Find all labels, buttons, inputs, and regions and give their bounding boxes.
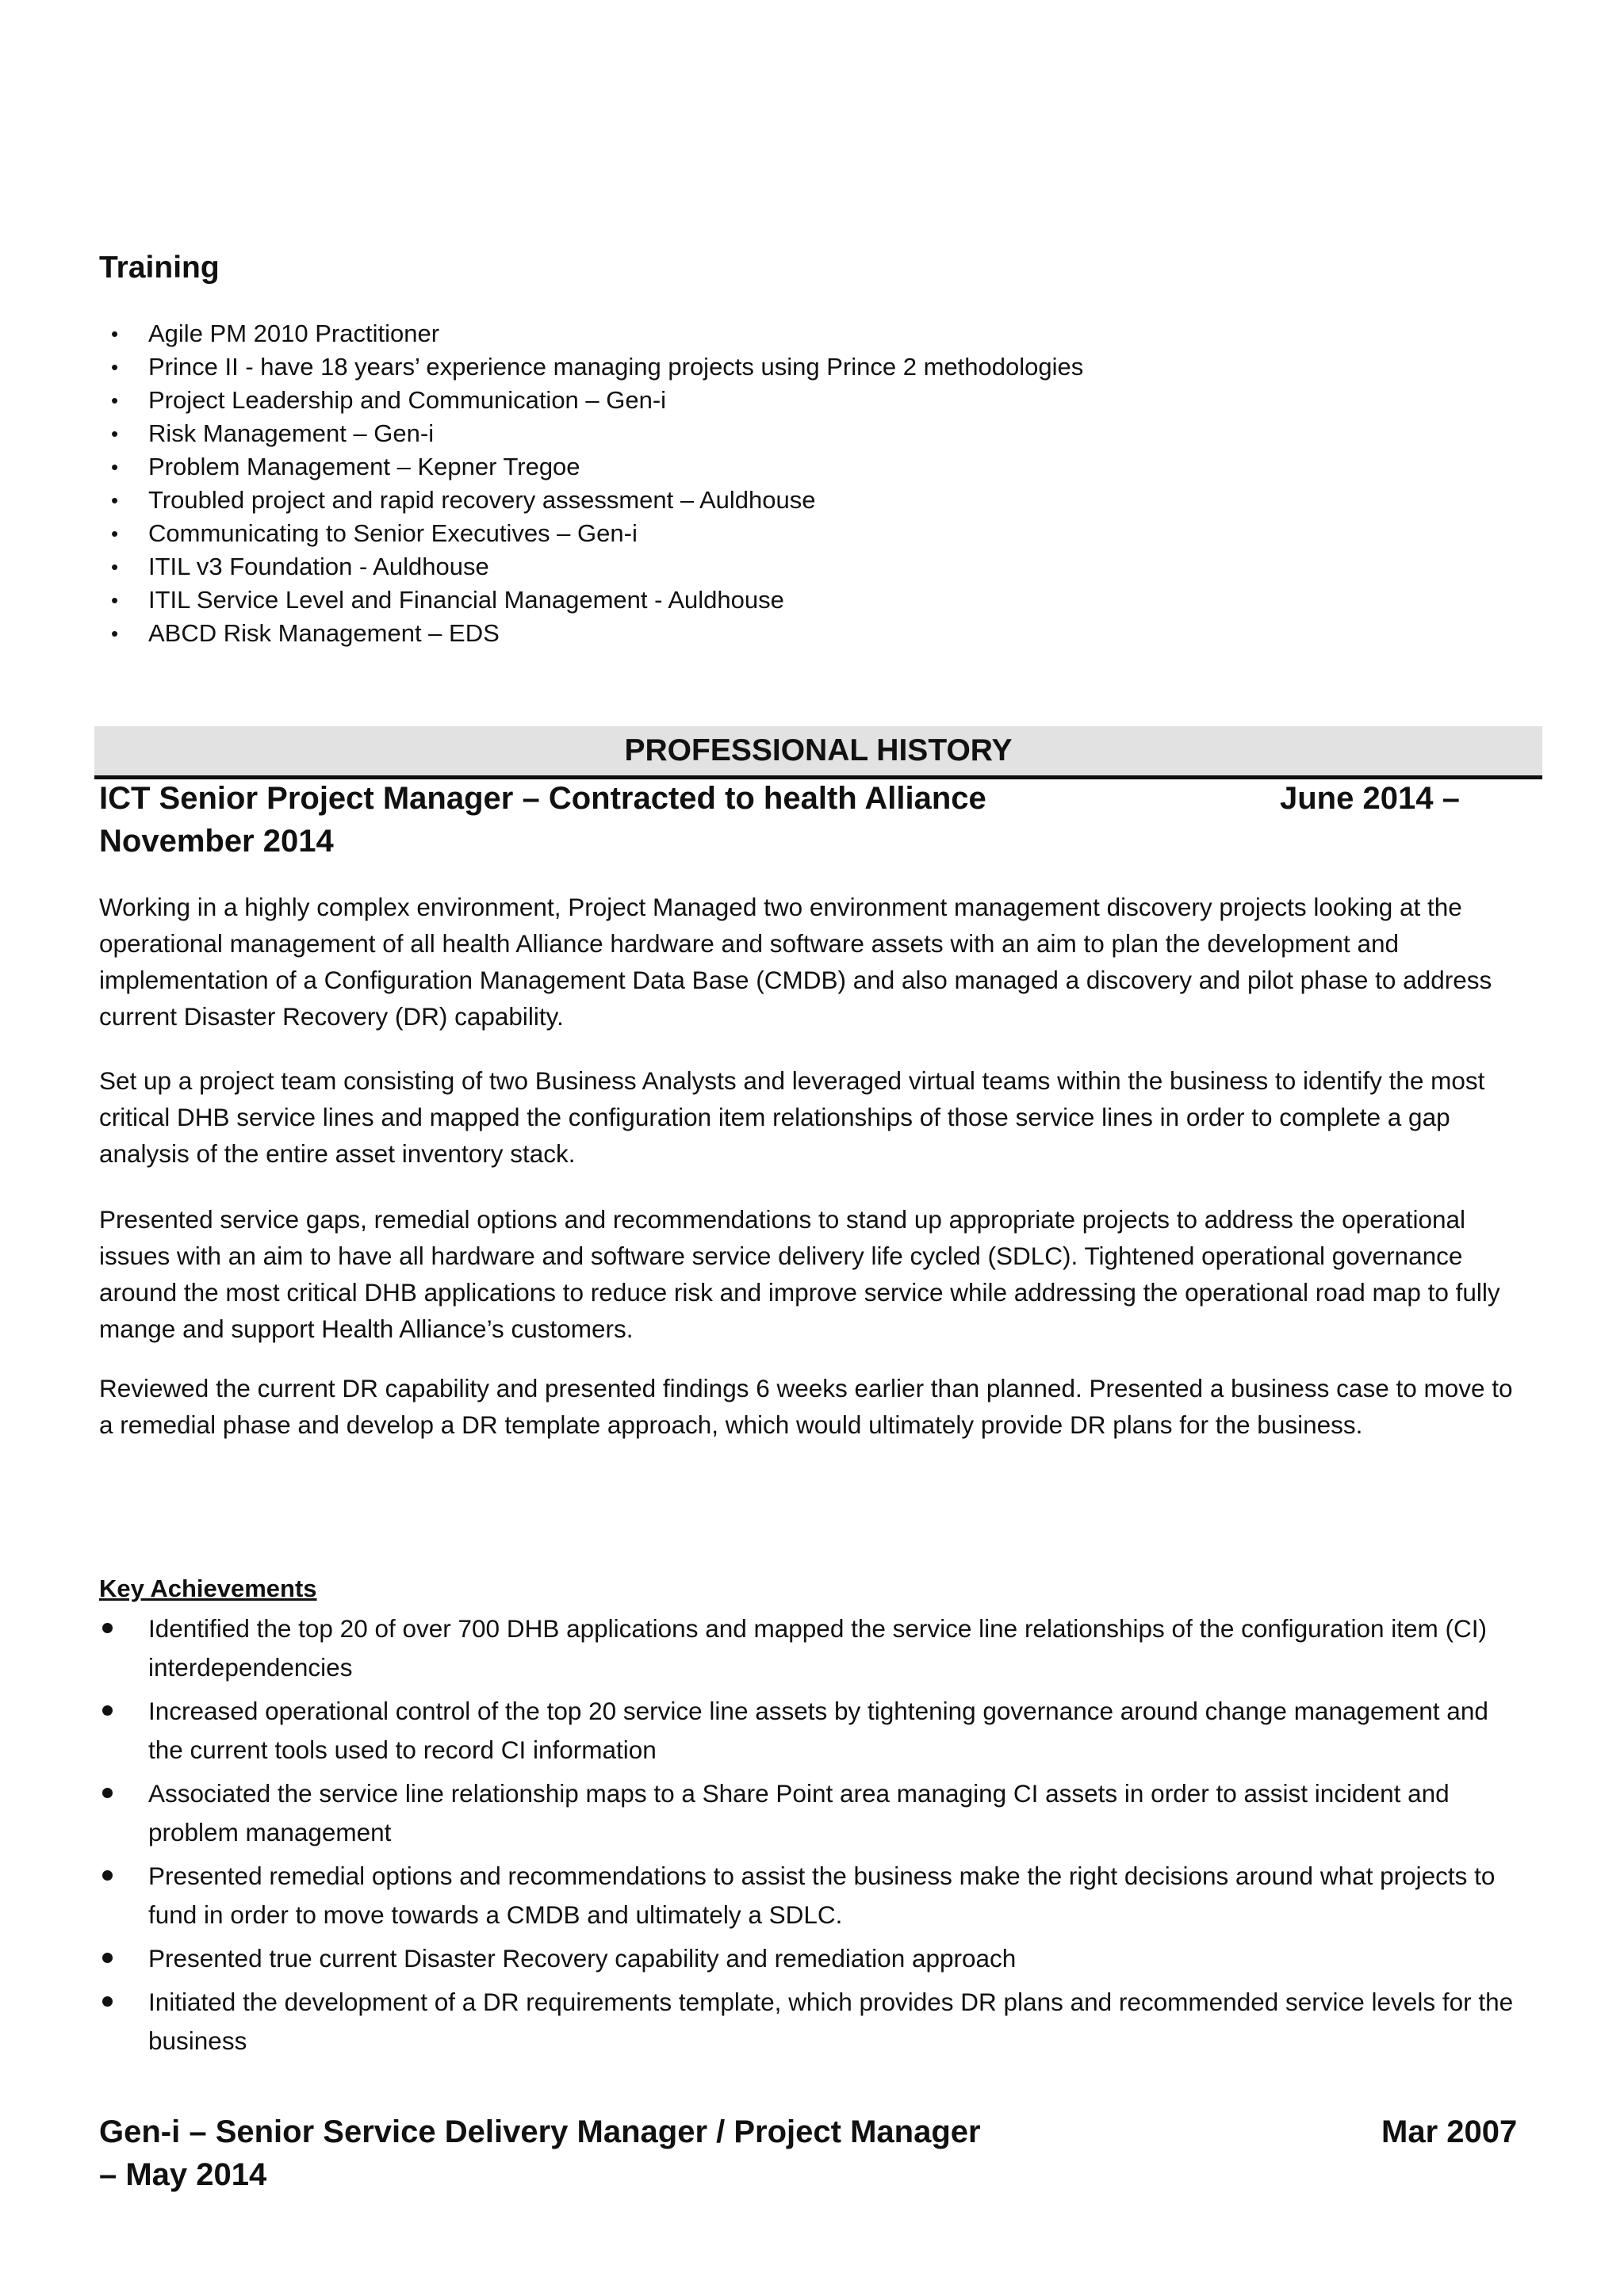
job-title: ICT Senior Project Manager – Contracted to health Alliance (99, 781, 986, 816)
bullet-icon: • (111, 522, 119, 545)
bullet-icon: • (111, 622, 119, 645)
training-list (99, 317, 1447, 650)
section-title: PROFESSIONAL HISTORY (624, 733, 1013, 767)
achievement-item: Presented true current Disaster Recovery capability and remediation approach (99, 1939, 1526, 1978)
training-item: • Agile PM 2010 Practitioner (99, 317, 1447, 350)
job-date-start: Mar 2007 (1381, 2114, 1518, 2149)
achievement-item: Presented remedial options and recommendations to assist the business make the right decisions around what projects to fund in order to move towards a CMDB and ultimately a SDLC. (99, 1857, 1526, 1934)
training-item: • Risk Management – Gen-i (99, 417, 1447, 450)
achievement-item: Identified the top 20 of over 700 DHB applications and mapped the service line relationships of the configuration item (CI) interdependencies (99, 1609, 1526, 1687)
bullet-icon (102, 1788, 113, 1798)
training-item: • ITIL v3 Foundation - Auldhouse (99, 550, 1447, 584)
achievement-item: Associated the service line relationship maps to a Share Point area managing CI assets in order to assist incident and problem management (99, 1774, 1526, 1852)
bullet-icon: • (111, 555, 119, 579)
training-item: • Troubled project and rapid recovery assessment – Auldhouse (99, 484, 1447, 517)
bullet-icon: • (111, 355, 119, 379)
training-heading: Training (99, 251, 220, 285)
job-date-start: June 2014 – (1280, 781, 1460, 816)
job-paragraph: Presented service gaps, remedial options and recommendations to stand up appropriate projects to address the operational issues with an aim to have all hardware and software service delivery life cycled (SDLC). Tightened operational governance around the most critical DHB applications to reduce risk and improve service while addressing the operational road map to fully mange and support Health Alliance’s customers. (99, 1205, 1500, 1343)
bullet-icon (102, 1623, 113, 1633)
training-item: • ITIL Service Level and Financial Management - Auldhouse (99, 584, 1447, 617)
achievement-item: Increased operational control of the top 20 service line assets by tightening governance around change management and the current tools used to record CI information (99, 1692, 1526, 1770)
training-item: • Communicating to Senior Executives – Gen-i (99, 517, 1447, 550)
job-date-end: – May 2014 (99, 2157, 267, 2192)
achievement-item: Initiated the development of a DR requirements template, which provides DR plans and recommended service levels for the business (99, 1983, 1526, 2061)
bullet-icon: • (111, 322, 119, 346)
bullet-icon (102, 1705, 113, 1716)
bullet-icon: • (111, 488, 119, 512)
key-achievements-heading: Key Achievements (99, 1575, 317, 1602)
job-paragraph: Reviewed the current DR capability and presented findings 6 weeks earlier than planned. Presented a business case to move to a remedial phase and develop a DR template approach, which would ultimately provide DR plans for the business. (99, 1374, 1513, 1439)
bullet-icon (102, 1870, 113, 1881)
job-title: Gen-i – Senior Service Delivery Manager / Project Manager (99, 2114, 981, 2149)
key-achievements-list (99, 1609, 1526, 2065)
bullet-icon (102, 1996, 113, 2007)
training-item: • Problem Management – Kepner Tregoe (99, 450, 1447, 484)
training-item: • Project Leadership and Communication – Gen-i (99, 384, 1447, 417)
training-item: • Prince II - have 18 years’ experience managing projects using Prince 2 methodologies (99, 350, 1447, 384)
bullet-icon: • (111, 588, 119, 612)
job-date-end: November 2014 (99, 824, 334, 859)
job-paragraph: Set up a project team consisting of two Business Analysts and leveraged virtual teams within the business to identify the most critical DHB service lines and mapped the configuration item relationships of those service lines in order to complete a gap analysis of the entire asset inventory stack. (99, 1066, 1485, 1168)
bullet-icon: • (111, 422, 119, 446)
training-item: • ABCD Risk Management – EDS (99, 617, 1447, 650)
bullet-icon (102, 1953, 113, 1963)
bullet-icon: • (111, 455, 119, 479)
job-paragraph: Working in a highly complex environment, Project Managed two environment management discovery projects looking at the operational management of all health Alliance hardware and software assets with an aim to plan the development and implementation of a Configuration Management Data Base (CMDB) and also managed a discovery and pilot phase to address current Disaster Recovery (DR) capability. (99, 893, 1492, 1031)
bullet-icon: • (111, 388, 119, 412)
